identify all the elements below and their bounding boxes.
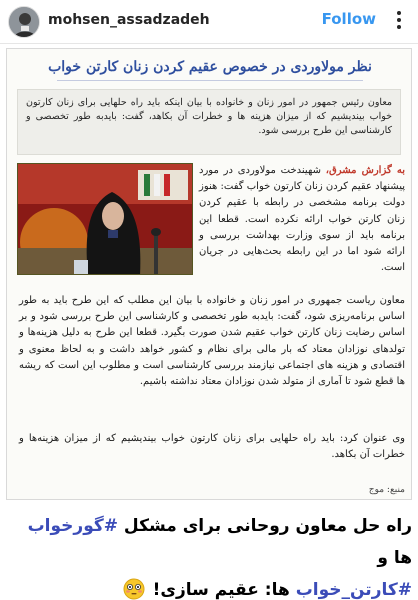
- hashtag-link[interactable]: #گورخواب: [27, 516, 118, 536]
- post-header: [0, 0, 418, 44]
- article-paragraph-2: معاون ریاست جمهوری در امور زنان و خانواده با بیان این مطلب که این طرح باید به طور اساس برنامه‌ریزی شود، گفت: بایدبه طور تخصصی و کارشناسی این طرح بررسی شود و بر اساس رضایت زنان کارتن خواب عقیم شدن صورت بگیرد. قطعا این طرح به دلیل هزینه‌ها و تولدهای نوزادان معتاد که بار مالی برای نظام و کشور خواهد داشت و به لحاظ معنوی و اقتصادی و هزینه های اجتماعی نیازمند بررسی کارشناسی است و مطلوب این است که ریشه ها قطع شود تا آماری از متولد شدن نوزادان معتاد نداشته باشیم.: [19, 295, 405, 388]
- username-link[interactable]: mohsen_assadzadeh: [48, 12, 210, 28]
- flushed-face-emoji-icon: [123, 578, 145, 600]
- follow-button[interactable]: Follow: [321, 10, 376, 28]
- caption-line-1: [6, 510, 412, 574]
- article-image[interactable]: [6, 48, 412, 500]
- hashtag-link[interactable]: #کارتن_خواب: [295, 580, 412, 600]
- post-caption: [6, 510, 412, 600]
- caption-text: ها: عقیم سازی!: [152, 580, 296, 600]
- news-source-label: به گزارش مشرق،: [325, 165, 405, 176]
- caption-text: ها و: [377, 548, 412, 568]
- dot: [397, 11, 401, 15]
- article-title: نظر مولاوردی در خصوص عقیم کردن زنان کارتن خواب: [48, 59, 372, 75]
- dot: [397, 18, 401, 22]
- article-lead: معاون رئیس جمهور در امور زنان و خانواده با بیان اینکه باید راه حلهایی برای زنان کارتون خواب بیندیشیم که از میزان هزینه ها و خطرات آن بکاهد، گفت: بایدبه طور تخصصی و کارشناسی این طرح بررسی شود.: [17, 89, 401, 155]
- title-divider: [57, 80, 363, 81]
- news-photo: [17, 163, 193, 275]
- more-options-icon[interactable]: [392, 8, 406, 34]
- article-footer-source: منبع: موج: [368, 485, 405, 495]
- dot: [397, 25, 401, 29]
- article-paragraph-3: وی عنوان کرد: باید راه حلهایی برای زنان کارتون خواب بیندیشیم که از میزان هزینه‌ها و خطرات آن بکاهد.: [19, 433, 405, 461]
- paragraph-text: شهیندخت مولاوردی در مورد پیشنهاد عقیم کردن زنان کارتون خواب گفت: هنوز دولت برنامه مشخصی در رابطه با عقیم کردن زنان کارتن خواب ارائه نکرده است. قطعا این برنامه باید از سوی وزارت بهداشت بررسی و ارائه شود اما در این رابطه بحث‌هایی در جریان است.: [199, 165, 405, 274]
- article-paragraph-1: [199, 163, 405, 276]
- caption-text: راه حل معاون روحانی برای مشکل: [118, 516, 412, 536]
- caption-line-2: [6, 574, 412, 600]
- profile-avatar-icon[interactable]: [8, 6, 40, 38]
